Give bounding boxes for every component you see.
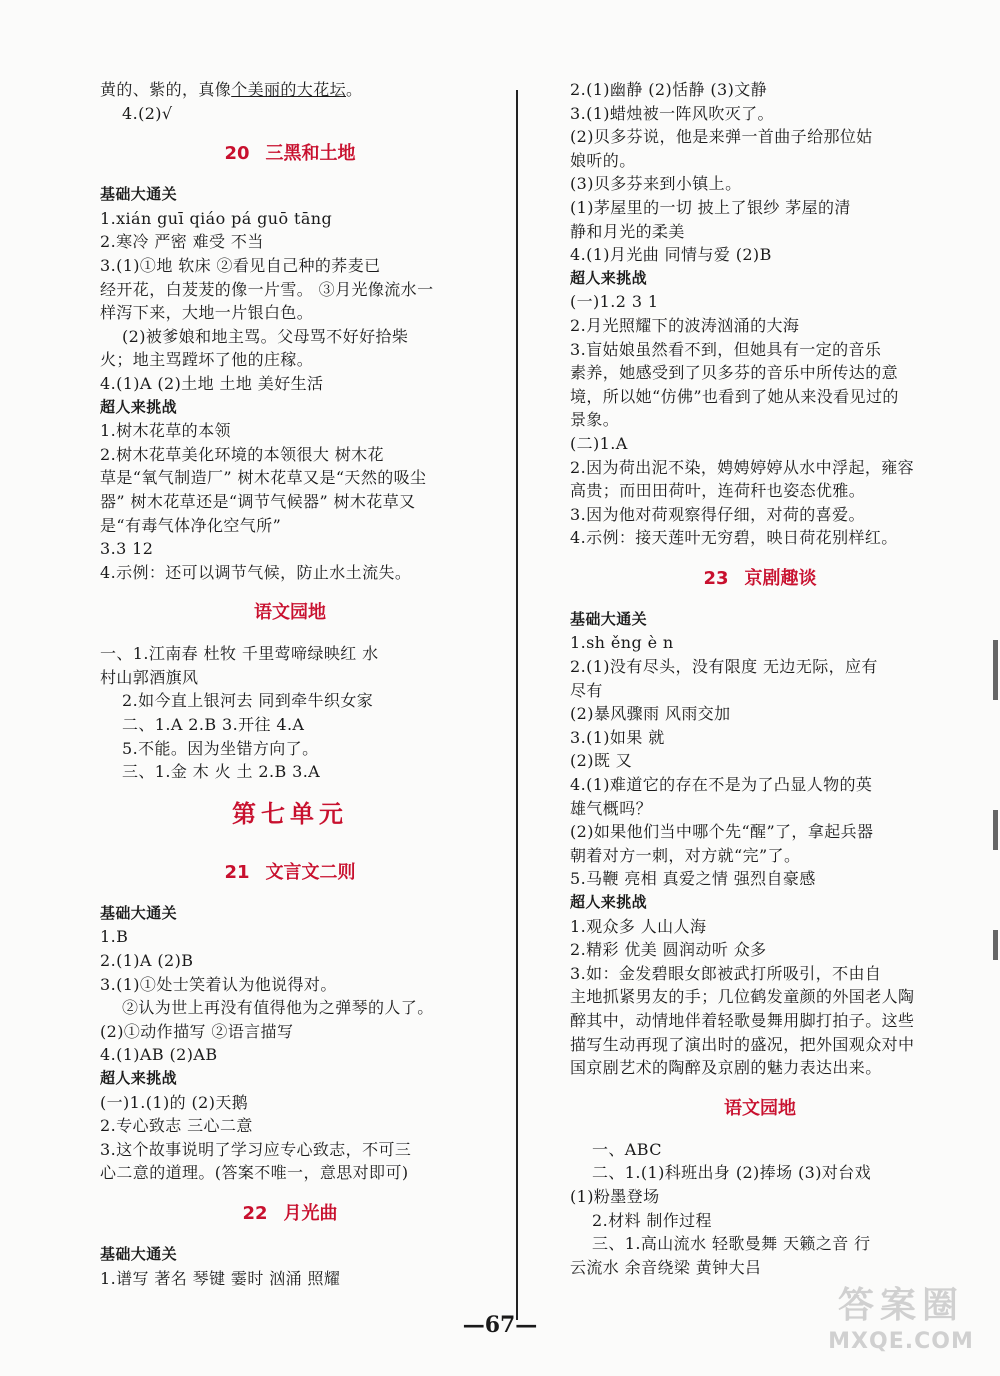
answer-line: 4.(2)√ — [122, 103, 173, 123]
answer-line: 草是“氧气制造厂” 树木花草又是“天然的吸尘 — [100, 468, 427, 488]
section-title: 三黑和土地 — [265, 143, 356, 165]
section-heading-21 — [100, 844, 480, 902]
column-divider — [516, 90, 518, 1320]
subheading: 基础大通关 — [100, 1244, 178, 1263]
answer-line: 样泻下来，大地一片银白色。 — [100, 303, 314, 323]
answer-line: 3.这个故事说明了学习应专心致志，不可三 — [100, 1139, 412, 1159]
answer-line: 二、1.A 2.B 3.开往 4.A — [122, 715, 305, 735]
answer-line: 三、1.金 木 火 土 2.B 3.A — [122, 762, 321, 782]
answer-line: 1.sh ěng è n — [570, 633, 674, 653]
answer-line — [100, 78, 480, 102]
answer-line: (2)既 又 — [570, 751, 633, 771]
section-heading-yuwen: 语文园地 — [724, 1097, 796, 1119]
answer-line: 3.3 12 — [100, 539, 154, 559]
answer-line: 1.xián guī qiáo pá guō tāng — [100, 208, 333, 228]
answer-line: 雄气概吗？ — [570, 798, 653, 818]
answer-line: (2)暴风骤雨 风雨交加 — [570, 704, 731, 724]
answer-line: 3.(1)①地 软床 ②看见自己种的荞麦已 — [100, 255, 381, 275]
watermark-text: 答案圈 — [837, 1285, 964, 1326]
answer-line: 2.精彩 优美 圆润动听 众多 — [570, 940, 767, 960]
underlined-text: 个美丽的大花坛 — [231, 80, 347, 99]
answer-line: 1.B — [100, 927, 129, 947]
section-heading-20 — [100, 125, 480, 183]
answer-line: 醉其中，动情地伴着轻歌曼舞用脚打拍子。这些 — [570, 1010, 915, 1030]
subheading: 基础大通关 — [100, 185, 178, 204]
section-number: 21 — [224, 861, 250, 883]
answer-line: 尽有 — [570, 680, 603, 700]
answer-line: 2.材料 制作过程 — [592, 1210, 712, 1230]
answer-line: 5.不能。因为坐错方向了。 — [122, 738, 319, 758]
watermark-logo — [816, 1284, 986, 1362]
answer-line: 2.因为荷出泥不染，娉娉婷婷从水中浮起，雍容 — [570, 457, 915, 477]
watermark-url: MXQE.COM — [828, 1329, 974, 1354]
answer-line: 4.(1)难道它的存在不是为了凸显人物的英 — [570, 775, 873, 795]
answer-line: 2.(1)幽静 (2)恬静 (3)文静 — [570, 80, 768, 99]
answer-line: 1.观众多 人山人海 — [570, 916, 707, 936]
answer-line: 经开花，白茇茇的像一片雪。 ③月光像流水一 — [100, 279, 434, 299]
answer-line: 2.寒冷 严密 难受 不当 — [100, 232, 264, 252]
right-column — [570, 78, 950, 1279]
answer-line: 2.如今直上银河去 同到牵牛织女家 — [122, 691, 374, 711]
answer-line: 4.(1)A (2)土地 土地 美好生活 — [100, 373, 324, 393]
subheading: 超人来挑战 — [100, 397, 178, 416]
answer-line: 4.示例：还可以调节气候，防止水土流失。 — [100, 562, 412, 582]
answer-line: 素养，她感受到了贝多芬的音乐中所传达的意 — [570, 363, 899, 383]
answer-line: 娘听的。 — [570, 150, 636, 170]
answer-line: 2.月光照耀下的波涛汹涌的大海 — [570, 315, 800, 335]
answer-line: (一)1.2 3 1 — [570, 292, 659, 312]
answer-line: 火；地主骂蹚坏了他的庄稼。 — [100, 350, 314, 370]
answer-line: 2.专心致志 三心二意 — [100, 1116, 253, 1136]
subheading: 超人来挑战 — [570, 268, 648, 287]
scan-edge-marks — [990, 640, 1000, 980]
section-number: 20 — [224, 143, 250, 165]
answer-line: 二、1.(1)科班出身 (2)捧场 (3)对台戏 — [592, 1163, 872, 1183]
answer-line: 3.因为他对荷观察得仔细，对荷的喜爱。 — [570, 504, 865, 524]
answer-line: 是“有毒气体净化空气所” — [100, 515, 282, 535]
answer-line: 高贵；而田田荷叶，连荷秆也姿态优雅。 — [570, 481, 866, 501]
answer-line: ②认为世上再没有值得他为之弹琴的人了。 — [122, 998, 434, 1018]
answer-line: (二)1.A — [570, 433, 628, 453]
answer-line: 主地抓紧男友的手；几位鹤发童颜的外国老人陶 — [570, 987, 915, 1007]
answer-line: 村山郭酒旗风 — [100, 667, 199, 687]
answer-line: 3.(1)①处士笑着认为他说得对。 — [100, 974, 337, 994]
answer-text: 黄的、紫的，真像 — [100, 80, 232, 99]
answer-line: 2.(1)A (2)B — [100, 951, 194, 971]
answer-line: 国京剧艺术的陶醉及京剧的魅力表达出来。 — [570, 1058, 882, 1078]
answer-line: (2)被爹娘和地主骂。父母骂不好好拾柴 — [122, 326, 409, 346]
answer-text: 。 — [346, 80, 363, 99]
answer-line: 2.树木花草美化环境的本领很大 树木花 — [100, 444, 384, 464]
answer-line: 朝着对方一刺，对方就“完”了。 — [570, 845, 801, 865]
answer-line: (2)贝多芬说，他是来弹一首曲子给那位姑 — [570, 127, 873, 147]
answer-line: 3.如：金发碧眼女郎被武打所吸引，不由自 — [570, 963, 882, 983]
section-title: 文言文二则 — [265, 861, 356, 883]
answer-line: (1)茅屋里的一切 披上了银纱 茅屋的清 — [570, 197, 851, 217]
answer-line: 1.树木花草的本领 — [100, 421, 231, 441]
section-number: 22 — [242, 1202, 268, 1224]
left-column — [100, 78, 480, 1290]
section-title: 京剧趣谈 — [744, 567, 817, 589]
answer-line: 一、1.江南春 杜牧 千里莺啼绿映红 水 — [100, 644, 379, 664]
section-heading-23 — [570, 550, 950, 608]
subheading: 超人来挑战 — [100, 1069, 178, 1087]
subheading: 超人来挑战 — [570, 893, 648, 911]
section-heading-22 — [100, 1185, 480, 1243]
answer-line: 5.马鞭 亮相 真爱之情 强烈自豪感 — [570, 869, 816, 889]
section-heading-yuwen: 语文园地 — [254, 602, 326, 624]
answer-line: (3)贝多芬来到小镇上。 — [570, 174, 742, 194]
section-number: 23 — [703, 567, 729, 589]
answer-line: 景象。 — [570, 410, 620, 430]
answer-line: 3.(1)如果 就 — [570, 727, 665, 747]
answer-line: 3.(1)蜡烛被一阵风吹灭了。 — [570, 103, 774, 123]
subheading: 基础大通关 — [570, 609, 648, 628]
answer-line: (2)如果他们当中哪个先“醒”了，拿起兵器 — [570, 822, 874, 842]
answer-line: (1)粉墨登场 — [570, 1186, 660, 1206]
answer-line: 心二意的道理。(答案不唯一，意思对即可) — [100, 1163, 409, 1183]
answer-line: 3.盲姑娘虽然看不到，但她具有一定的音乐 — [570, 339, 882, 359]
answer-line: 4.(1)月光曲 同情与爱 (2)B — [570, 245, 772, 265]
answer-line: 境，所以她“仿佛”也看到了她从来没看见过的 — [570, 386, 899, 406]
unit-heading: 第七单元 — [232, 798, 348, 828]
section-title: 月光曲 — [283, 1202, 338, 1224]
page-number: —67— — [462, 1312, 538, 1338]
answer-line: 4.示例：接天莲叶无穷碧，映日荷花别样红。 — [570, 528, 898, 548]
answer-line: 描写生动再现了演出时的盛况，把外国观众对中 — [570, 1034, 915, 1054]
answer-line: 静和月光的柔美 — [570, 221, 685, 241]
answer-line: 1.谱写 著名 琴键 霎时 汹涌 照耀 — [100, 1268, 341, 1288]
answer-line: 4.(1)AB (2)AB — [100, 1045, 218, 1065]
answer-line: 器” 树木花草还是“调节气候器” 树木花草又 — [100, 491, 416, 511]
answer-line: 一、ABC — [592, 1139, 662, 1159]
subheading: 基础大通关 — [100, 903, 178, 922]
answer-line: 2.(1)没有尽头，没有限度 无边无际，应有 — [570, 657, 878, 677]
answer-line: (2)①动作描写 ②语言描写 — [100, 1021, 294, 1041]
answer-line: (一)1.(1)的 (2)天鹅 — [100, 1092, 249, 1112]
answer-line: 三、1.高山流水 轻歌曼舞 天籁之音 行 — [592, 1234, 871, 1254]
answer-line: 云流水 余音绕梁 黄钟大吕 — [570, 1257, 762, 1277]
